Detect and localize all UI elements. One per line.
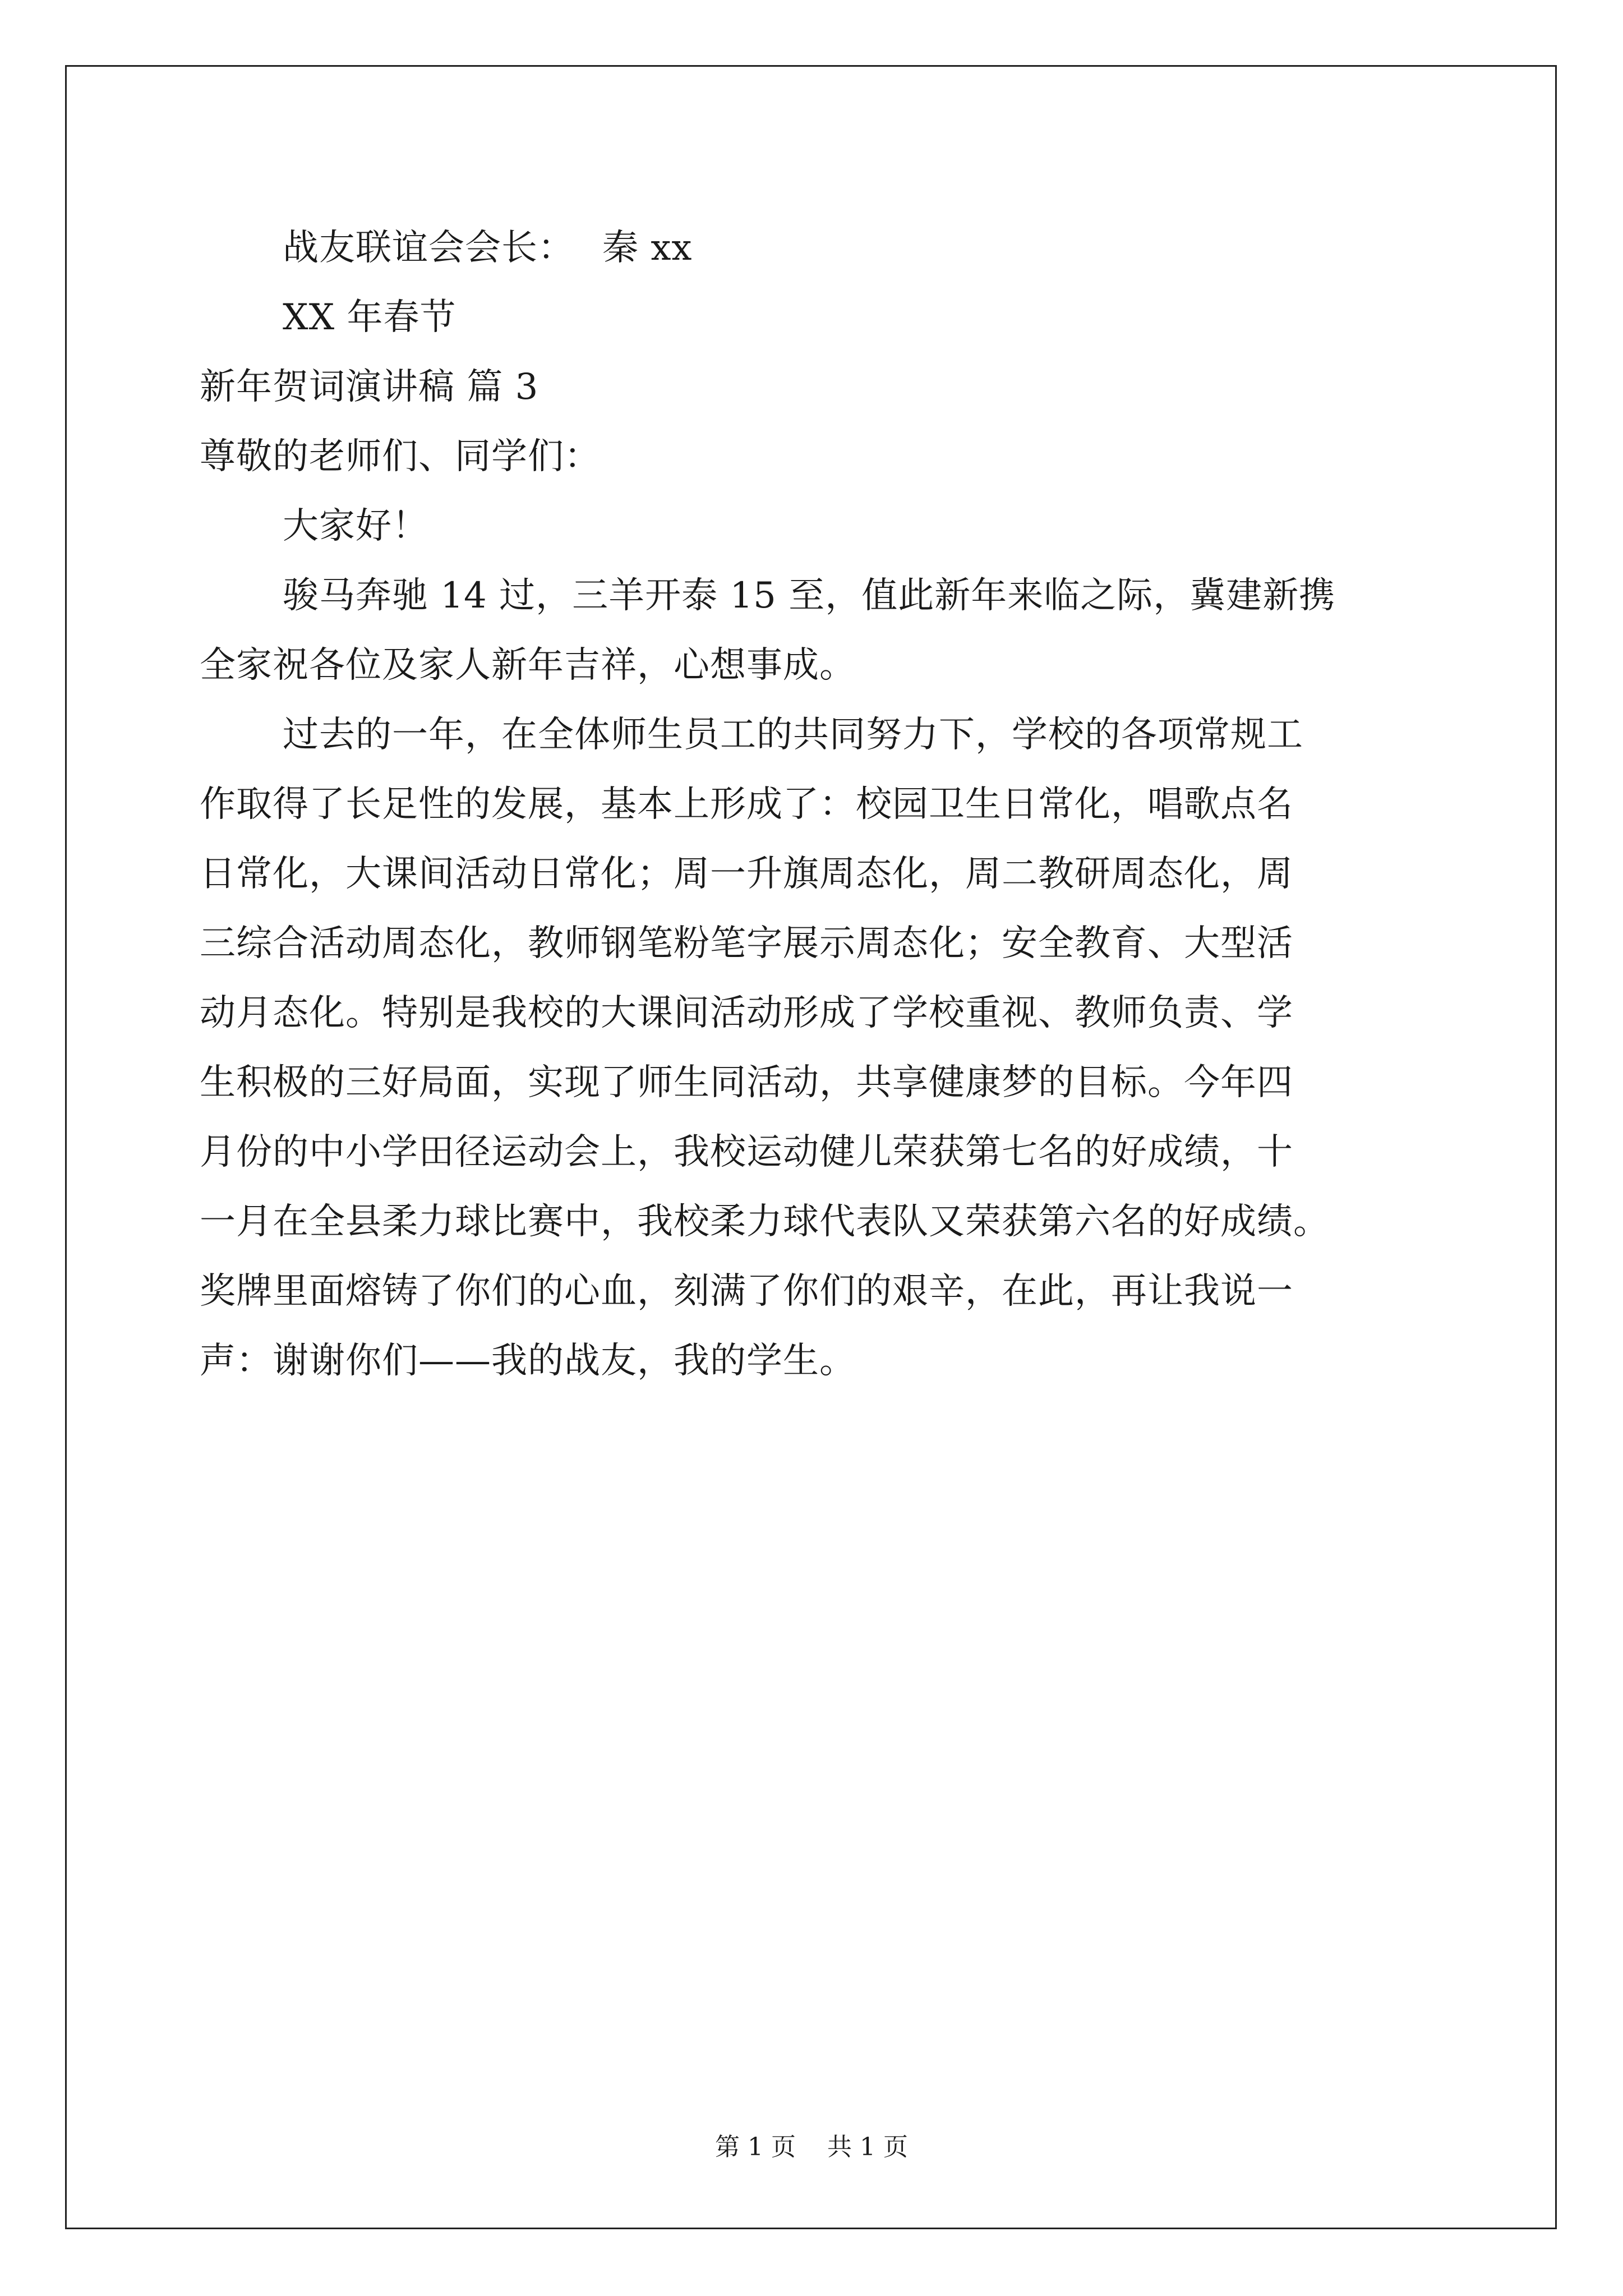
paragraph-line: 全家祝各位及家人新年吉祥，心想事成。 [200, 645, 856, 686]
section-title: 新年贺词演讲稿 篇 3 [200, 366, 539, 408]
paragraph-line: 奖牌里面熔铸了你们的心血，刻满了你们的艰辛，在此，再让我说一 [200, 1271, 1293, 1312]
greeting: 大家好！ [283, 505, 428, 547]
paragraph-line: 生积极的三好局面，实现了师生同活动，共享健康梦的目标。今年四 [200, 1062, 1293, 1103]
document-body [200, 213, 1433, 1396]
paragraph-line: 一月在全县柔力球比赛中，我校柔力球代表队又荣获第六名的好成绩。 [200, 1201, 1330, 1243]
paragraph-line: 日常化，大课间活动日常化；周一升旗周态化，周二教研周态化，周 [200, 853, 1293, 895]
signature-role: 战友联谊会会长： [283, 227, 574, 269]
paragraph-line: 骏马奔驰 14 过，三羊开泰 15 至，值此新年来临之际，冀建新携 [283, 575, 1336, 616]
signature-date: XX 年春节 [283, 297, 457, 338]
signature-line [200, 213, 1433, 283]
paragraph-line: 作取得了长足性的发展，基本上形成了：校园卫生日常化，唱歌点名 [200, 784, 1293, 825]
paragraph-line: 过去的一年，在全体师生员工的共同努力下，学校的各项常规工 [283, 714, 1303, 756]
signature-name: 秦 xx [602, 227, 693, 269]
paragraph-line: 声：谢谢你们——我的战友，我的学生。 [200, 1340, 856, 1382]
paragraph-line: 动月态化。特别是我校的大课间活动形成了学校重视、教师负责、学 [200, 992, 1293, 1034]
salutation: 尊敬的老师们、同学们： [200, 436, 601, 477]
paragraph-line: 月份的中小学田径运动会上，我校运动健儿荣获第七名的好成绩，十 [200, 1131, 1293, 1173]
paragraph-line: 三综合活动周态化，教师钢笔粉笔字展示周态化；安全教育、大型活 [200, 923, 1293, 964]
page-footer [0, 2131, 1623, 2164]
page-total: 共 1 页 [827, 2133, 908, 2161]
page-number: 第 1 页 [715, 2133, 796, 2161]
